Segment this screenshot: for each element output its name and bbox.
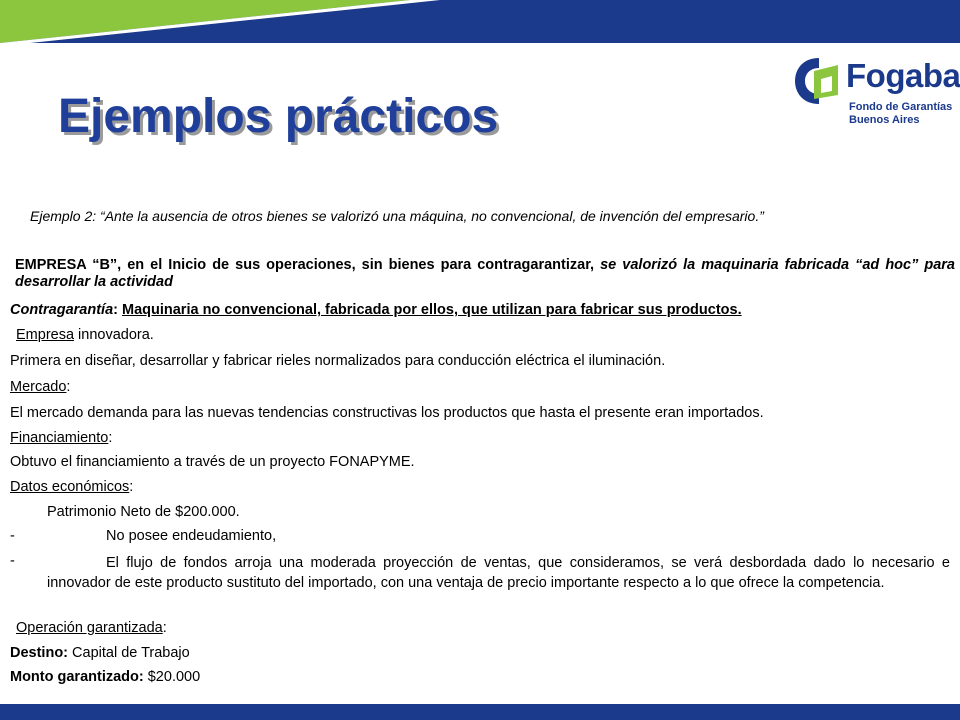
mercado-text: El mercado demanda para las nuevas tendencias constructivas los productos que hasta el presente eran importados.: [10, 405, 764, 421]
empresa-paragraph: [15, 257, 955, 291]
footer-band: [0, 704, 960, 720]
fogaba-logo: [792, 55, 960, 135]
empresa-italic: se valorizó la maquinaria fabricada “ad hoc” para desarrollar la actividad: [15, 257, 955, 290]
contragarantia-text: Maquinaria no convencional, fabricada por ellos, que utilizan para fabricar sus productos.: [122, 302, 742, 318]
datos-heading: [10, 479, 133, 496]
empresa-innovadora-label: Empresa: [16, 327, 75, 343]
financiamiento-text: Obtuvo el financiamiento a través de un proyecto FONAPYME.: [10, 454, 415, 470]
contragarantia-colon: :: [113, 302, 122, 318]
datos-colon: :: [129, 479, 134, 495]
logo-subtitle-line-2: Buenos Aires: [849, 114, 920, 126]
empresa-lead: EMPRESA “B”, en el Inicio de sus operaciones, sin bienes para contragarantizar,: [15, 257, 595, 273]
bullet-1-text: No posee endeudamiento,: [106, 528, 277, 544]
financiamiento-label: Financiamiento: [10, 430, 109, 446]
logo-subtitle-line-1: Fondo de Garantías: [849, 101, 953, 113]
mercado-colon: :: [66, 379, 71, 395]
fogaba-emblem-icon: [794, 57, 844, 105]
contragarantia-line: [10, 302, 742, 319]
bullet-2-text: El flujo de fondos arroja una moderada proyección de ventas, que consideramos, se verá desbordada dado lo necesario e innovador de este producto sustituto del importado, con una ventaja de precio importante respecto a lo que ofrece la competencia.: [47, 555, 950, 591]
financiamiento-colon: :: [108, 430, 113, 446]
operacion-colon: :: [162, 620, 167, 636]
empresa-innovadora-line: [16, 327, 154, 344]
example-intro: Ejemplo 2: “Ante la ausencia de otros bienes se valorizó una máquina, no convencional, de invención del empresario.”: [30, 208, 764, 224]
empresa-innovadora-text: innovadora.: [74, 327, 154, 343]
datos-label: Datos económicos: [10, 479, 130, 495]
monto-line: [10, 669, 200, 686]
page-title: Ejemplos prácticos: [58, 90, 499, 143]
primera-line: Primera en diseñar, desarrollar y fabricar rieles normalizados para conducción eléctrica el iluminación.: [10, 353, 666, 369]
destino-value: Capital de Trabajo: [68, 645, 190, 661]
destino-label: Destino:: [10, 645, 68, 661]
monto-value: $20.000: [143, 669, 201, 685]
monto-label: Monto garantizado:: [10, 669, 144, 685]
operacion-label: Operación garantizada: [16, 620, 163, 636]
header-band: [0, 0, 960, 43]
logo-name: Fogaba: [846, 57, 960, 94]
destino-line: [10, 645, 190, 662]
mercado-label: Mercado: [10, 379, 67, 395]
patrimonio-line: Patrimonio Neto de $200.000.: [47, 504, 240, 520]
operacion-heading: [16, 620, 167, 637]
bullet-2-marker: -: [10, 553, 15, 569]
bullet-1-marker: -: [10, 528, 15, 544]
logo-subtitle: [849, 101, 959, 127]
financiamiento-heading: [10, 430, 112, 447]
mercado-heading: [10, 379, 70, 396]
contragarantia-label: Contragarantía: [10, 302, 114, 318]
